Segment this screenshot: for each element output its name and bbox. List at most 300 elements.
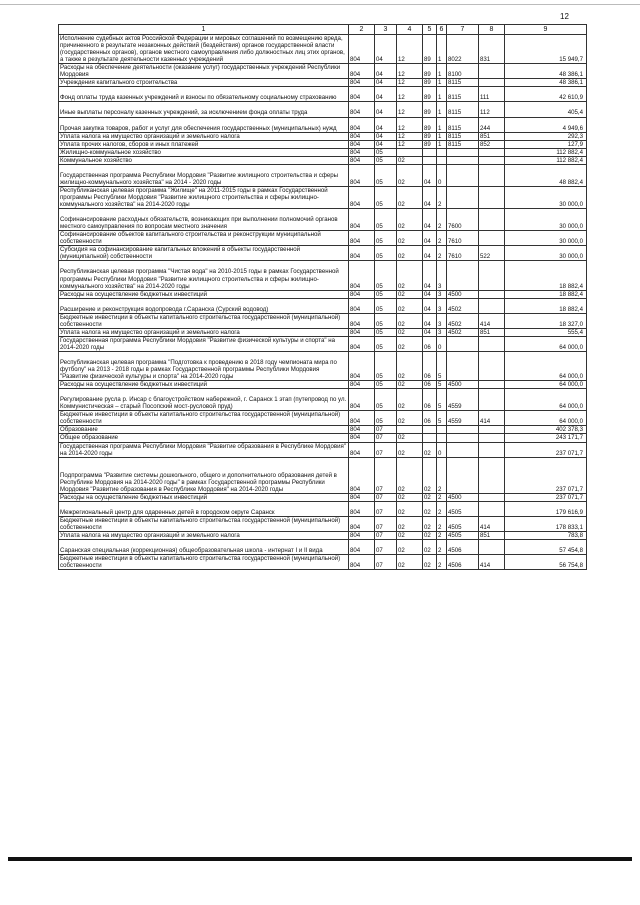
col-program: 04 — [423, 328, 437, 336]
table-row — [59, 457, 587, 493]
col-subprogram: 0 — [437, 164, 447, 186]
table-row — [59, 517, 587, 532]
col-ministry-code: 804 — [349, 140, 375, 148]
col-subsection: 02 — [397, 290, 423, 298]
table-row — [59, 336, 587, 351]
col-section: 04 — [375, 132, 397, 140]
col-ministry-code: 804 — [349, 457, 375, 493]
row-description: Расширение и реконструкция водопровода г.Саранска (Сурский водовод) — [59, 298, 349, 313]
col-article — [447, 351, 479, 380]
table-row — [59, 290, 587, 298]
col-subsection: 02 — [397, 351, 423, 380]
col-subsection — [397, 148, 423, 156]
col-program — [423, 434, 437, 442]
col-subsection: 02 — [397, 231, 423, 246]
col-section: 05 — [375, 261, 397, 290]
col-section: 04 — [375, 102, 397, 117]
table-row — [59, 117, 587, 132]
col-expense-type — [479, 434, 505, 442]
col-amount: 64 000,0 — [505, 389, 587, 411]
row-description: Софинансирование расходных обязательств, возникающих при выполнении полномочий органов местного самоуправления по вопросам местного значения — [59, 209, 349, 231]
col-section: 04 — [375, 140, 397, 148]
col-ministry-code: 804 — [349, 442, 375, 457]
header-cell: 3 — [375, 25, 397, 35]
col-program — [423, 148, 437, 156]
col-amount: 237 071,7 — [505, 493, 587, 501]
col-amount: 30 000,0 — [505, 186, 587, 208]
col-amount: 15 949,7 — [505, 35, 587, 64]
col-article — [447, 164, 479, 186]
page-number: 12 — [560, 12, 569, 21]
col-subprogram — [437, 156, 447, 164]
col-ministry-code: 804 — [349, 298, 375, 313]
col-article — [447, 156, 479, 164]
col-expense-type — [479, 442, 505, 457]
table-row — [59, 298, 587, 313]
col-article — [447, 261, 479, 290]
col-amount: 783,8 — [505, 532, 587, 540]
budget-table-wrapper — [58, 24, 586, 570]
col-subprogram: 3 — [437, 290, 447, 298]
row-description: Уплата налога на имущество организаций и земельного налога — [59, 328, 349, 336]
row-description: Фонд оплаты труда казенных учреждений и взносы по обязательному социальному страхованию — [59, 87, 349, 102]
col-expense-type: 851 — [479, 132, 505, 140]
col-program: 04 — [423, 246, 437, 261]
col-program: 02 — [423, 501, 437, 516]
col-amount: 4 949,6 — [505, 117, 587, 132]
header-cell: 4 — [397, 25, 423, 35]
col-subsection: 02 — [397, 156, 423, 164]
col-article: 4500 — [447, 290, 479, 298]
col-article: 4559 — [447, 411, 479, 426]
col-article — [447, 186, 479, 208]
col-amount: 555,4 — [505, 328, 587, 336]
col-subprogram: 1 — [437, 79, 447, 87]
col-expense-type — [479, 290, 505, 298]
col-program: 02 — [423, 540, 437, 555]
col-amount: 237 071,7 — [505, 442, 587, 457]
col-expense-type — [479, 501, 505, 516]
col-section: 05 — [375, 246, 397, 261]
col-expense-type — [479, 381, 505, 389]
row-description: Регулирование русла р. Инсар с благоустройством набережной, г. Саранск 1 этап (путепровод по ул. Коммунистическая – старый Посопский мост-русловой пруд) — [59, 389, 349, 411]
row-description: Субсидия на софинансирование капитальных вложений в объекты государственной (муниципальной) собственности — [59, 246, 349, 261]
col-article: 4506 — [447, 540, 479, 555]
col-expense-type — [479, 493, 505, 501]
col-ministry-code: 804 — [349, 540, 375, 555]
col-section: 05 — [375, 156, 397, 164]
row-description: Софинансирование объектов капитального строительства и реконструкции муниципальной собственности — [59, 231, 349, 246]
col-program: 02 — [423, 517, 437, 532]
col-section: 05 — [375, 186, 397, 208]
col-subprogram: 0 — [437, 336, 447, 351]
row-description: Расходы на осуществление бюджетных инвестиций — [59, 493, 349, 501]
col-subprogram: 1 — [437, 117, 447, 132]
col-program: 04 — [423, 186, 437, 208]
col-section: 05 — [375, 381, 397, 389]
row-description: Республиканская целевая программа "Чистая вода" на 2010-2015 годы в рамках Государственной программы Республики Мордовия "Развитие жилищного строительства и сферы жилищно-коммунального хозяйства" на 2014-2020 годы — [59, 261, 349, 290]
table-row — [59, 261, 587, 290]
header-cell: 7 — [447, 25, 479, 35]
col-ministry-code: 804 — [349, 156, 375, 164]
header-cell: 5 — [423, 25, 437, 35]
row-description: Бюджетные инвестиции в объекты капитального строительства государственной (муниципальной) собственности — [59, 411, 349, 426]
col-subprogram: 5 — [437, 411, 447, 426]
table-row — [59, 209, 587, 231]
col-program: 04 — [423, 164, 437, 186]
col-article — [447, 434, 479, 442]
col-subprogram: 2 — [437, 540, 447, 555]
col-expense-type — [479, 186, 505, 208]
col-amount: 243 171,7 — [505, 434, 587, 442]
col-amount: 48 386,1 — [505, 79, 587, 87]
col-article: 4505 — [447, 517, 479, 532]
col-program: 06 — [423, 411, 437, 426]
col-subsection: 02 — [397, 442, 423, 457]
row-description: Республиканская целевая программа "Жилище" на 2011-2015 годы в рамках Государственной программы Республики Мордовия "Развитие жилищного строительства и сферы жилищно-коммунального хозяйства" на 2014-2020 годы — [59, 186, 349, 208]
col-subprogram: 2 — [437, 186, 447, 208]
col-article: 7600 — [447, 209, 479, 231]
col-article: 4500 — [447, 493, 479, 501]
col-section: 04 — [375, 117, 397, 132]
col-subsection: 12 — [397, 140, 423, 148]
col-ministry-code: 804 — [349, 102, 375, 117]
col-article: 8100 — [447, 64, 479, 79]
col-expense-type: 111 — [479, 87, 505, 102]
table-row — [59, 434, 587, 442]
col-amount: 30 000,0 — [505, 246, 587, 261]
table-row — [59, 328, 587, 336]
col-subprogram: 2 — [437, 532, 447, 540]
row-description: Бюджетные инвестиции в объекты капитального строительства государственной (муниципальной) собственности — [59, 517, 349, 532]
col-program: 02 — [423, 532, 437, 540]
col-section: 05 — [375, 351, 397, 380]
col-expense-type: 851 — [479, 328, 505, 336]
col-program: 02 — [423, 555, 437, 570]
col-subprogram — [437, 148, 447, 156]
col-program: 89 — [423, 132, 437, 140]
col-section: 07 — [375, 517, 397, 532]
col-subsection: 12 — [397, 132, 423, 140]
col-amount: 30 000,0 — [505, 209, 587, 231]
col-subsection: 02 — [397, 434, 423, 442]
col-section: 04 — [375, 79, 397, 87]
col-ministry-code: 804 — [349, 351, 375, 380]
row-description: Расходы на обеспечение деятельности (оказание услуг) государственных учреждений Республики Мордовия — [59, 64, 349, 79]
table-row — [59, 186, 587, 208]
col-subprogram: 1 — [437, 35, 447, 64]
col-section: 04 — [375, 35, 397, 64]
table-row — [59, 501, 587, 516]
col-section: 05 — [375, 313, 397, 328]
row-description: Бюджетные инвестиции в объекты капитального строительства государственной (муниципальной) собственности — [59, 313, 349, 328]
col-subprogram — [437, 434, 447, 442]
col-subsection — [397, 426, 423, 434]
col-expense-type: 244 — [479, 117, 505, 132]
table-row — [59, 64, 587, 79]
col-section: 07 — [375, 532, 397, 540]
col-program: 04 — [423, 298, 437, 313]
col-subprogram: 1 — [437, 102, 447, 117]
row-description: Республиканская целевая программа "Подготовка к проведению в 2018 году чемпионата мира по футболу" на 2013 - 2018 годы в рамках Государственной программы Республики Мордовия "Развитие физической культуры и спорта" на 2014-2020 годы — [59, 351, 349, 380]
col-subsection: 02 — [397, 411, 423, 426]
col-ministry-code: 804 — [349, 117, 375, 132]
header-cell: 8 — [479, 25, 505, 35]
col-ministry-code: 804 — [349, 290, 375, 298]
row-description: Учреждения капитального строительства — [59, 79, 349, 87]
col-subsection: 02 — [397, 555, 423, 570]
col-expense-type: 852 — [479, 140, 505, 148]
col-section: 07 — [375, 434, 397, 442]
col-amount: 18 882,4 — [505, 290, 587, 298]
col-amount: 402 378,3 — [505, 426, 587, 434]
col-subsection: 02 — [397, 261, 423, 290]
table-row — [59, 381, 587, 389]
row-description: Иные выплаты персоналу казенных учреждений, за исключением фонда оплаты труда — [59, 102, 349, 117]
row-description: Уплата прочих налогов, сборов и иных платежей — [59, 140, 349, 148]
col-subprogram: 5 — [437, 381, 447, 389]
row-description: Государственная программа Республики Мордовия "Развитие физической культуры и спорта" на 2014-2020 годы — [59, 336, 349, 351]
col-subsection: 12 — [397, 79, 423, 87]
col-section: 04 — [375, 64, 397, 79]
row-description: Коммунальное хозяйство — [59, 156, 349, 164]
col-subprogram: 3 — [437, 261, 447, 290]
col-expense-type — [479, 298, 505, 313]
col-section: 05 — [375, 336, 397, 351]
col-section: 05 — [375, 148, 397, 156]
col-subprogram: 3 — [437, 313, 447, 328]
col-article: 8022 — [447, 35, 479, 64]
row-description: Уплата налога на имущество организаций и земельного налога — [59, 532, 349, 540]
col-subsection: 12 — [397, 87, 423, 102]
col-program: 89 — [423, 64, 437, 79]
col-program: 04 — [423, 209, 437, 231]
col-expense-type: 414 — [479, 313, 505, 328]
col-expense-type — [479, 336, 505, 351]
col-expense-type — [479, 261, 505, 290]
col-subsection: 02 — [397, 336, 423, 351]
table-row — [59, 442, 587, 457]
col-amount: 42 610,9 — [505, 87, 587, 102]
table-row — [59, 35, 587, 64]
col-ministry-code: 804 — [349, 64, 375, 79]
col-program: 89 — [423, 35, 437, 64]
bottom-scan-line — [8, 857, 632, 861]
col-expense-type — [479, 64, 505, 79]
col-article: 7610 — [447, 231, 479, 246]
col-subprogram: 5 — [437, 351, 447, 380]
table-row — [59, 132, 587, 140]
col-ministry-code: 804 — [349, 411, 375, 426]
col-ministry-code: 804 — [349, 132, 375, 140]
col-section: 07 — [375, 555, 397, 570]
col-article: 8115 — [447, 117, 479, 132]
col-subprogram: 2 — [437, 493, 447, 501]
row-description: Саранская специальная (коррекционная) общеобразовательная школа - интернат I и II вида — [59, 540, 349, 555]
col-ministry-code: 804 — [349, 328, 375, 336]
col-amount: 18 882,4 — [505, 261, 587, 290]
col-program: 06 — [423, 381, 437, 389]
col-subsection: 12 — [397, 64, 423, 79]
col-expense-type: 112 — [479, 102, 505, 117]
col-program: 02 — [423, 457, 437, 493]
col-program: 89 — [423, 117, 437, 132]
col-subprogram: 5 — [437, 389, 447, 411]
col-subsection: 02 — [397, 313, 423, 328]
row-description: Образование — [59, 426, 349, 434]
col-program — [423, 426, 437, 434]
col-expense-type: 414 — [479, 517, 505, 532]
col-ministry-code: 804 — [349, 246, 375, 261]
col-section: 05 — [375, 290, 397, 298]
col-subsection: 02 — [397, 532, 423, 540]
col-section: 05 — [375, 209, 397, 231]
col-article: 8115 — [447, 102, 479, 117]
col-amount: 56 754,8 — [505, 555, 587, 570]
col-amount: 112 882,4 — [505, 156, 587, 164]
col-subsection: 12 — [397, 35, 423, 64]
col-section: 07 — [375, 426, 397, 434]
row-description: Бюджетные инвестиции в объекты капитального строительства государственной (муниципальной) собственности — [59, 555, 349, 570]
col-article: 8115 — [447, 87, 479, 102]
col-subsection: 12 — [397, 117, 423, 132]
col-program: 89 — [423, 79, 437, 87]
table-body — [59, 25, 587, 570]
col-program: 04 — [423, 261, 437, 290]
row-description: Исполнение судебных актов Российской Федерации и мировых соглашений по возмещению вреда, причиненного в результате незаконных действий (бездействия) органов государственной власти (государственных органов), органов местного самоуправления либо должностных лиц этих органов, а также в результате деятельности казенных учреждений — [59, 35, 349, 64]
table-row — [59, 164, 587, 186]
col-subprogram: 1 — [437, 140, 447, 148]
col-section: 05 — [375, 389, 397, 411]
col-program: 02 — [423, 442, 437, 457]
table-row — [59, 87, 587, 102]
col-ministry-code: 804 — [349, 426, 375, 434]
col-subsection: 02 — [397, 457, 423, 493]
col-ministry-code: 804 — [349, 79, 375, 87]
table-row — [59, 411, 587, 426]
table-row — [59, 246, 587, 261]
col-subprogram: 3 — [437, 328, 447, 336]
col-subsection: 02 — [397, 493, 423, 501]
table-row — [59, 79, 587, 87]
col-subprogram: 2 — [437, 246, 447, 261]
col-program: 04 — [423, 231, 437, 246]
col-subsection: 02 — [397, 501, 423, 516]
col-amount: 405,4 — [505, 102, 587, 117]
col-article: 4502 — [447, 313, 479, 328]
table-row — [59, 389, 587, 411]
col-program: 89 — [423, 140, 437, 148]
col-amount: 64 000,0 — [505, 336, 587, 351]
header-cell: 9 — [505, 25, 587, 35]
table-row — [59, 540, 587, 555]
col-program: 06 — [423, 336, 437, 351]
col-section: 07 — [375, 457, 397, 493]
col-subprogram: 1 — [437, 132, 447, 140]
row-description: Государственная программа Республики Мордовия "Развитие жилищного строительства и сферы жилищно-коммунального хозяйства" на 2014 - 2020 годы — [59, 164, 349, 186]
col-article — [447, 336, 479, 351]
table-row — [59, 426, 587, 434]
col-program: 89 — [423, 102, 437, 117]
col-article: 8115 — [447, 140, 479, 148]
col-expense-type: 851 — [479, 532, 505, 540]
col-section: 07 — [375, 540, 397, 555]
col-amount: 237 071,7 — [505, 457, 587, 493]
col-ministry-code: 804 — [349, 313, 375, 328]
col-subprogram: 0 — [437, 442, 447, 457]
col-expense-type: 831 — [479, 35, 505, 64]
col-ministry-code: 804 — [349, 336, 375, 351]
col-amount: 64 000,0 — [505, 411, 587, 426]
col-subsection: 02 — [397, 328, 423, 336]
row-description: Уплата налога на имущество организаций и земельного налога — [59, 132, 349, 140]
col-ministry-code: 804 — [349, 555, 375, 570]
col-expense-type — [479, 389, 505, 411]
col-subprogram: 3 — [437, 298, 447, 313]
col-program: 02 — [423, 493, 437, 501]
col-expense-type: 414 — [479, 555, 505, 570]
col-expense-type — [479, 156, 505, 164]
col-subsection: 02 — [397, 517, 423, 532]
row-description: Государственная программа Республики Мордовия "Развитие образования в Республике Мордовия" на 2014-2020 годы — [59, 442, 349, 457]
header-cell: 1 — [59, 25, 349, 35]
col-section: 07 — [375, 501, 397, 516]
col-section: 05 — [375, 411, 397, 426]
col-amount: 30 000,0 — [505, 231, 587, 246]
row-description: Прочая закупка товаров, работ и услуг для обеспечения государственных (муниципальных) нужд — [59, 117, 349, 132]
col-ministry-code: 804 — [349, 532, 375, 540]
col-section: 05 — [375, 328, 397, 336]
col-article: 4502 — [447, 328, 479, 336]
col-amount: 292,3 — [505, 132, 587, 140]
col-article — [447, 426, 479, 434]
col-expense-type — [479, 79, 505, 87]
col-expense-type — [479, 148, 505, 156]
col-expense-type — [479, 209, 505, 231]
col-article: 4505 — [447, 501, 479, 516]
col-ministry-code: 804 — [349, 148, 375, 156]
col-expense-type — [479, 426, 505, 434]
budget-table — [58, 24, 587, 570]
header-cell: 6 — [437, 25, 447, 35]
col-expense-type: 414 — [479, 411, 505, 426]
col-subsection: 02 — [397, 540, 423, 555]
row-description: Межрегиональный центр для одаренных детей в городском округе Саранск — [59, 501, 349, 516]
col-ministry-code: 804 — [349, 517, 375, 532]
col-amount: 48 882,4 — [505, 164, 587, 186]
table-row — [59, 156, 587, 164]
col-article: 4559 — [447, 389, 479, 411]
col-program: 04 — [423, 313, 437, 328]
col-amount: 178 833,1 — [505, 517, 587, 532]
col-amount: 64 000,0 — [505, 351, 587, 380]
col-ministry-code: 804 — [349, 35, 375, 64]
col-expense-type: 522 — [479, 246, 505, 261]
col-ministry-code: 804 — [349, 389, 375, 411]
col-section: 05 — [375, 298, 397, 313]
col-subprogram: 2 — [437, 231, 447, 246]
row-description: Расходы на осуществление бюджетных инвестиций — [59, 381, 349, 389]
col-subprogram: 2 — [437, 501, 447, 516]
table-row — [59, 313, 587, 328]
header-row — [59, 25, 587, 35]
top-scan-line — [0, 4, 640, 5]
table-row — [59, 555, 587, 570]
col-subsection: 12 — [397, 102, 423, 117]
col-expense-type — [479, 540, 505, 555]
col-subprogram: 1 — [437, 87, 447, 102]
col-subsection: 02 — [397, 246, 423, 261]
